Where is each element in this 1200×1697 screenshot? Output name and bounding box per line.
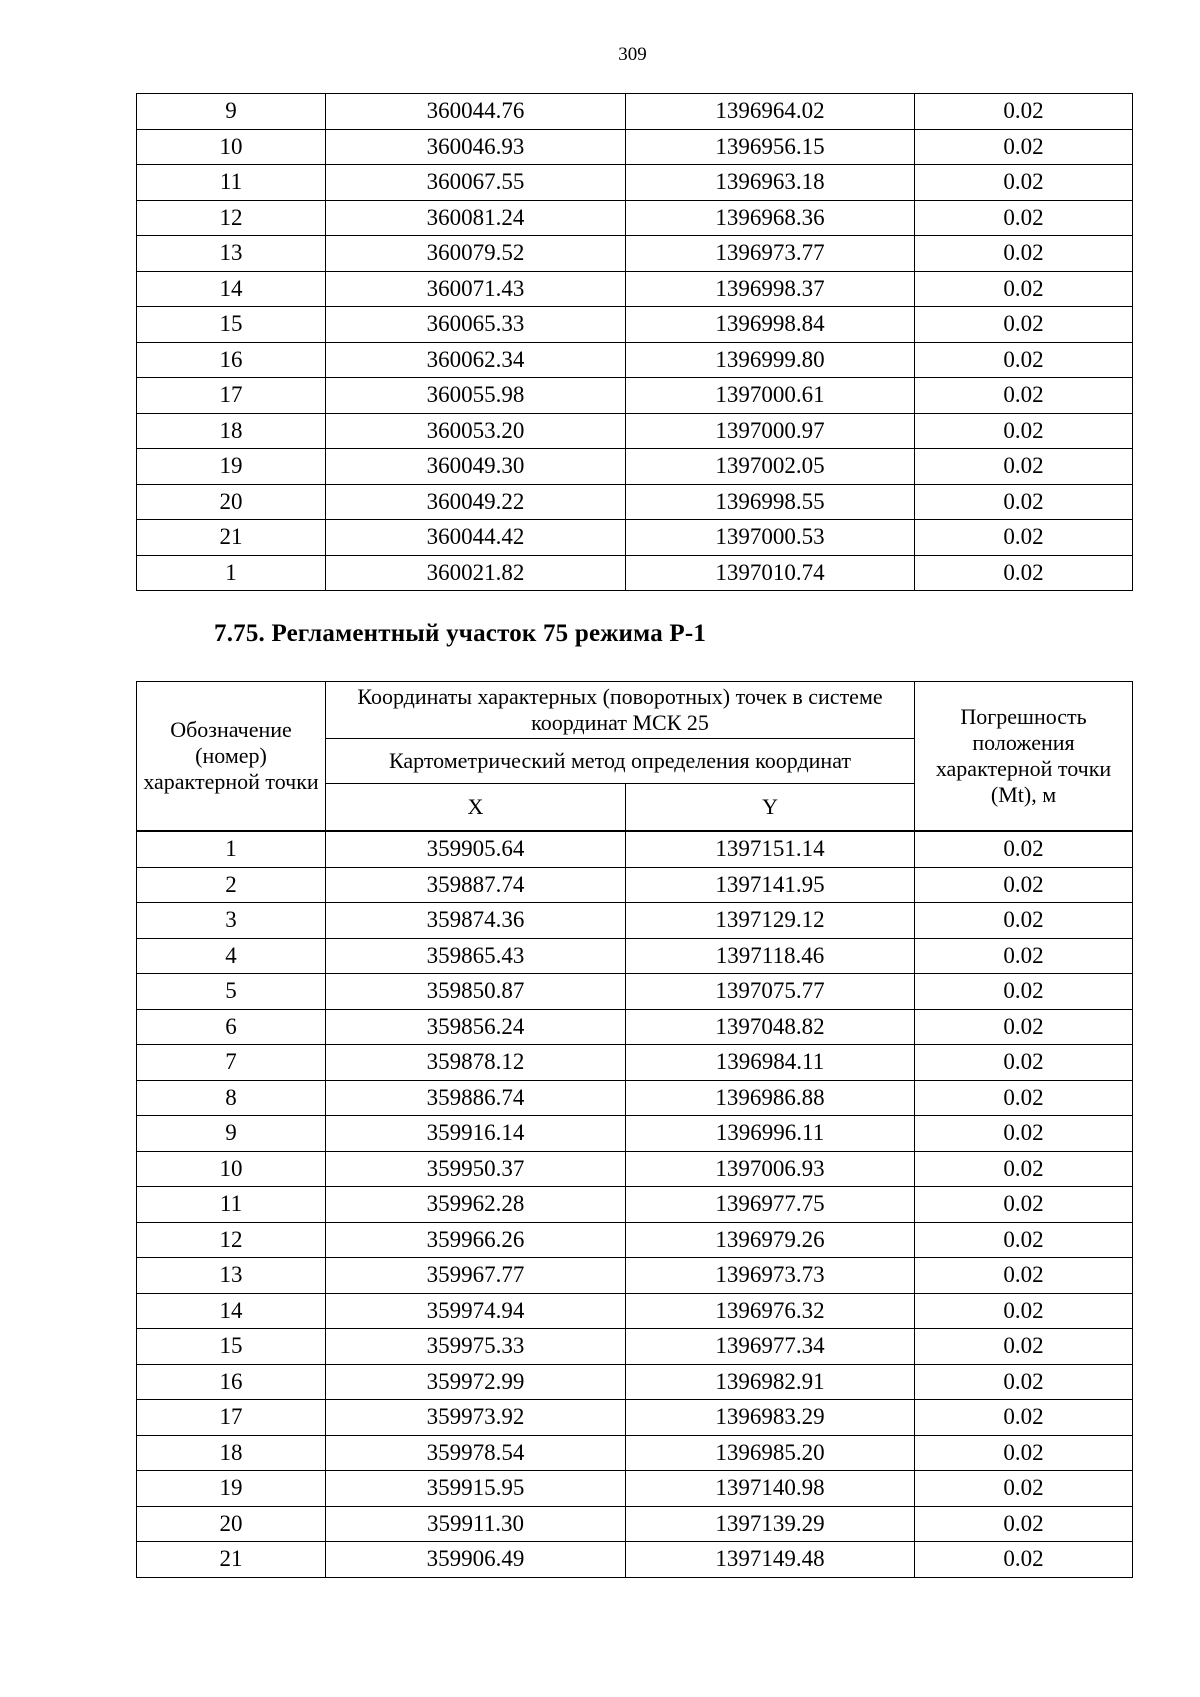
table-body — [137, 94, 1133, 591]
cell-point-number: 11 — [137, 1187, 326, 1223]
cell-accuracy: 0.02 — [915, 903, 1133, 939]
cell-accuracy: 0.02 — [915, 342, 1133, 378]
cell-accuracy: 0.02 — [915, 974, 1133, 1010]
cell-y: 1397118.46 — [626, 938, 915, 974]
table-row — [137, 867, 1133, 903]
cell-x: 359865.43 — [326, 938, 626, 974]
cell-y: 1396964.02 — [626, 94, 915, 130]
cell-point-number: 17 — [137, 1400, 326, 1436]
cell-y: 1397075.77 — [626, 974, 915, 1010]
table-row — [137, 484, 1133, 520]
cell-accuracy: 0.02 — [915, 1116, 1133, 1152]
cell-point-number: 19 — [137, 1471, 326, 1507]
cell-point-number: 16 — [137, 1364, 326, 1400]
cell-accuracy: 0.02 — [915, 307, 1133, 343]
table-row — [137, 413, 1133, 449]
cell-x: 360062.34 — [326, 342, 626, 378]
table-row — [137, 1222, 1133, 1258]
cell-x: 359975.33 — [326, 1329, 626, 1365]
cell-accuracy: 0.02 — [915, 94, 1133, 130]
table-row — [137, 1258, 1133, 1294]
cell-accuracy: 0.02 — [915, 449, 1133, 485]
cell-y: 1396984.11 — [626, 1045, 915, 1081]
cell-accuracy: 0.02 — [915, 1151, 1133, 1187]
table-row — [137, 342, 1133, 378]
cell-point-number: 14 — [137, 271, 326, 307]
cell-accuracy: 0.02 — [915, 831, 1133, 867]
cell-accuracy: 0.02 — [915, 165, 1133, 201]
cell-y: 1397000.53 — [626, 520, 915, 556]
cell-accuracy: 0.02 — [915, 1400, 1133, 1436]
cell-x: 359850.87 — [326, 974, 626, 1010]
cell-accuracy: 0.02 — [915, 413, 1133, 449]
cell-point-number: 15 — [137, 1329, 326, 1365]
cell-y: 1397139.29 — [626, 1506, 915, 1542]
cell-x: 359916.14 — [326, 1116, 626, 1152]
cell-point-number: 15 — [137, 307, 326, 343]
header-col-x: X — [326, 784, 626, 832]
cell-accuracy: 0.02 — [915, 271, 1133, 307]
cell-accuracy: 0.02 — [915, 1435, 1133, 1471]
cell-x: 360065.33 — [326, 307, 626, 343]
section-heading: 7.75. Регламентный участок 75 режима Р-1 — [214, 620, 707, 647]
cell-x: 359950.37 — [326, 1151, 626, 1187]
cell-accuracy: 0.02 — [915, 236, 1133, 272]
table-row — [137, 1506, 1133, 1542]
cell-y: 1396977.34 — [626, 1329, 915, 1365]
cell-accuracy: 0.02 — [915, 1258, 1133, 1294]
cell-x: 360046.93 — [326, 129, 626, 165]
cell-point-number: 14 — [137, 1293, 326, 1329]
cell-point-number: 5 — [137, 974, 326, 1010]
cell-y: 1396979.26 — [626, 1222, 915, 1258]
cell-point-number: 10 — [137, 1151, 326, 1187]
table-row — [137, 307, 1133, 343]
table-row — [137, 1542, 1133, 1578]
cell-point-number: 20 — [137, 1506, 326, 1542]
cell-y: 1396968.36 — [626, 200, 915, 236]
cell-x: 359973.92 — [326, 1400, 626, 1436]
cell-x: 359967.77 — [326, 1258, 626, 1294]
cell-x: 359966.26 — [326, 1222, 626, 1258]
cell-y: 1397129.12 — [626, 903, 915, 939]
cell-accuracy: 0.02 — [915, 1080, 1133, 1116]
cell-point-number: 11 — [137, 165, 326, 201]
cell-accuracy: 0.02 — [915, 1506, 1133, 1542]
cell-point-number: 7 — [137, 1045, 326, 1081]
cell-point-number: 12 — [137, 200, 326, 236]
table-row — [137, 1329, 1133, 1365]
cell-point-number: 18 — [137, 1435, 326, 1471]
cell-y: 1397000.61 — [626, 378, 915, 414]
cell-accuracy: 0.02 — [915, 555, 1133, 591]
header-point-label: Обозначение (номер) характерной точки — [137, 682, 326, 832]
cell-y: 1397141.95 — [626, 867, 915, 903]
cell-point-number: 1 — [137, 555, 326, 591]
table-row — [137, 1471, 1133, 1507]
table-row — [137, 903, 1133, 939]
cell-x: 359878.12 — [326, 1045, 626, 1081]
cell-y: 1397140.98 — [626, 1471, 915, 1507]
cell-accuracy: 0.02 — [915, 1009, 1133, 1045]
cell-point-number: 21 — [137, 1542, 326, 1578]
table-row — [137, 1009, 1133, 1045]
table-row — [137, 378, 1133, 414]
table-row — [137, 1080, 1133, 1116]
cell-y: 1396976.32 — [626, 1293, 915, 1329]
cell-x: 359887.74 — [326, 867, 626, 903]
cell-accuracy: 0.02 — [915, 520, 1133, 556]
table-row — [137, 200, 1133, 236]
cell-x: 360049.30 — [326, 449, 626, 485]
cell-x: 359974.94 — [326, 1293, 626, 1329]
cell-point-number: 18 — [137, 413, 326, 449]
cell-x: 360079.52 — [326, 236, 626, 272]
cell-x: 360067.55 — [326, 165, 626, 201]
cell-x: 360021.82 — [326, 555, 626, 591]
cell-point-number: 13 — [137, 236, 326, 272]
cell-y: 1397149.48 — [626, 1542, 915, 1578]
cell-y: 1396983.29 — [626, 1400, 915, 1436]
cell-accuracy: 0.02 — [915, 1187, 1133, 1223]
cell-point-number: 13 — [137, 1258, 326, 1294]
cell-x: 359905.64 — [326, 831, 626, 867]
table-row — [137, 271, 1133, 307]
cell-x: 360053.20 — [326, 413, 626, 449]
cell-y: 1397000.97 — [626, 413, 915, 449]
cell-accuracy: 0.02 — [915, 1293, 1133, 1329]
coordinates-table-continued — [136, 93, 1133, 591]
cell-accuracy: 0.02 — [915, 1364, 1133, 1400]
cell-accuracy: 0.02 — [915, 378, 1133, 414]
cell-y: 1396998.37 — [626, 271, 915, 307]
cell-x: 360055.98 — [326, 378, 626, 414]
cell-point-number: 16 — [137, 342, 326, 378]
cell-point-number: 9 — [137, 1116, 326, 1152]
cell-x: 359972.99 — [326, 1364, 626, 1400]
table-row — [137, 1400, 1133, 1436]
table-body — [137, 831, 1133, 1577]
cell-accuracy: 0.02 — [915, 1542, 1133, 1578]
table-row — [137, 236, 1133, 272]
cell-y: 1397006.93 — [626, 1151, 915, 1187]
cell-point-number: 6 — [137, 1009, 326, 1045]
cell-accuracy: 0.02 — [915, 867, 1133, 903]
cell-y: 1396982.91 — [626, 1364, 915, 1400]
table-row — [137, 1151, 1133, 1187]
header-coords-title: Координаты характерных (поворотных) точек в системе координат МСК 25 — [326, 682, 915, 739]
table-row — [137, 1293, 1133, 1329]
cell-y: 1396977.75 — [626, 1187, 915, 1223]
cell-y: 1397151.14 — [626, 831, 915, 867]
cell-accuracy: 0.02 — [915, 200, 1133, 236]
cell-point-number: 17 — [137, 378, 326, 414]
cell-accuracy: 0.02 — [915, 1045, 1133, 1081]
cell-accuracy: 0.02 — [915, 129, 1133, 165]
cell-point-number: 9 — [137, 94, 326, 130]
cell-point-number: 4 — [137, 938, 326, 974]
cell-x: 360049.22 — [326, 484, 626, 520]
cell-y: 1397002.05 — [626, 449, 915, 485]
cell-y: 1396963.18 — [626, 165, 915, 201]
cell-x: 359915.95 — [326, 1471, 626, 1507]
cell-y: 1396999.80 — [626, 342, 915, 378]
cell-y: 1396998.84 — [626, 307, 915, 343]
cell-x: 359962.28 — [326, 1187, 626, 1223]
cell-x: 359874.36 — [326, 903, 626, 939]
header-accuracy: Погрешность положения характерной точки (Mt), м — [915, 682, 1133, 832]
cell-point-number: 2 — [137, 867, 326, 903]
cell-x: 359886.74 — [326, 1080, 626, 1116]
table-row — [137, 1187, 1133, 1223]
cell-accuracy: 0.02 — [915, 1222, 1133, 1258]
cell-y: 1396985.20 — [626, 1435, 915, 1471]
cell-point-number: 3 — [137, 903, 326, 939]
cell-y: 1396996.11 — [626, 1116, 915, 1152]
cell-point-number: 20 — [137, 484, 326, 520]
table-row — [137, 555, 1133, 591]
cell-y: 1396973.73 — [626, 1258, 915, 1294]
cell-point-number: 21 — [137, 520, 326, 556]
table-row — [137, 129, 1133, 165]
table-row — [137, 1435, 1133, 1471]
cell-accuracy: 0.02 — [915, 1471, 1133, 1507]
cell-x: 359856.24 — [326, 1009, 626, 1045]
cell-point-number: 8 — [137, 1080, 326, 1116]
cell-y: 1397010.74 — [626, 555, 915, 591]
page-number: 309 — [618, 44, 647, 65]
header-method: Картометрический метод определения координат — [326, 739, 915, 784]
table-row — [137, 974, 1133, 1010]
coordinates-table — [136, 681, 1133, 1578]
cell-x: 360071.43 — [326, 271, 626, 307]
table-row — [137, 938, 1133, 974]
table-row — [137, 831, 1133, 867]
cell-x: 360044.42 — [326, 520, 626, 556]
header-col-y: Y — [626, 784, 915, 832]
cell-accuracy: 0.02 — [915, 1329, 1133, 1365]
table-row — [137, 94, 1133, 130]
cell-accuracy: 0.02 — [915, 484, 1133, 520]
cell-y: 1396973.77 — [626, 236, 915, 272]
cell-point-number: 19 — [137, 449, 326, 485]
table-row — [137, 449, 1133, 485]
cell-x: 359906.49 — [326, 1542, 626, 1578]
table-row — [137, 165, 1133, 201]
cell-y: 1396998.55 — [626, 484, 915, 520]
cell-x: 359911.30 — [326, 1506, 626, 1542]
cell-y: 1397048.82 — [626, 1009, 915, 1045]
cell-x: 360044.76 — [326, 94, 626, 130]
table-header — [137, 682, 1133, 832]
cell-point-number: 1 — [137, 831, 326, 867]
cell-y: 1396986.88 — [626, 1080, 915, 1116]
cell-point-number: 10 — [137, 129, 326, 165]
table-row — [137, 1364, 1133, 1400]
cell-x: 359978.54 — [326, 1435, 626, 1471]
table-row — [137, 1045, 1133, 1081]
table-row — [137, 520, 1133, 556]
cell-point-number: 12 — [137, 1222, 326, 1258]
cell-y: 1396956.15 — [626, 129, 915, 165]
table-row — [137, 1116, 1133, 1152]
cell-x: 360081.24 — [326, 200, 626, 236]
cell-accuracy: 0.02 — [915, 938, 1133, 974]
